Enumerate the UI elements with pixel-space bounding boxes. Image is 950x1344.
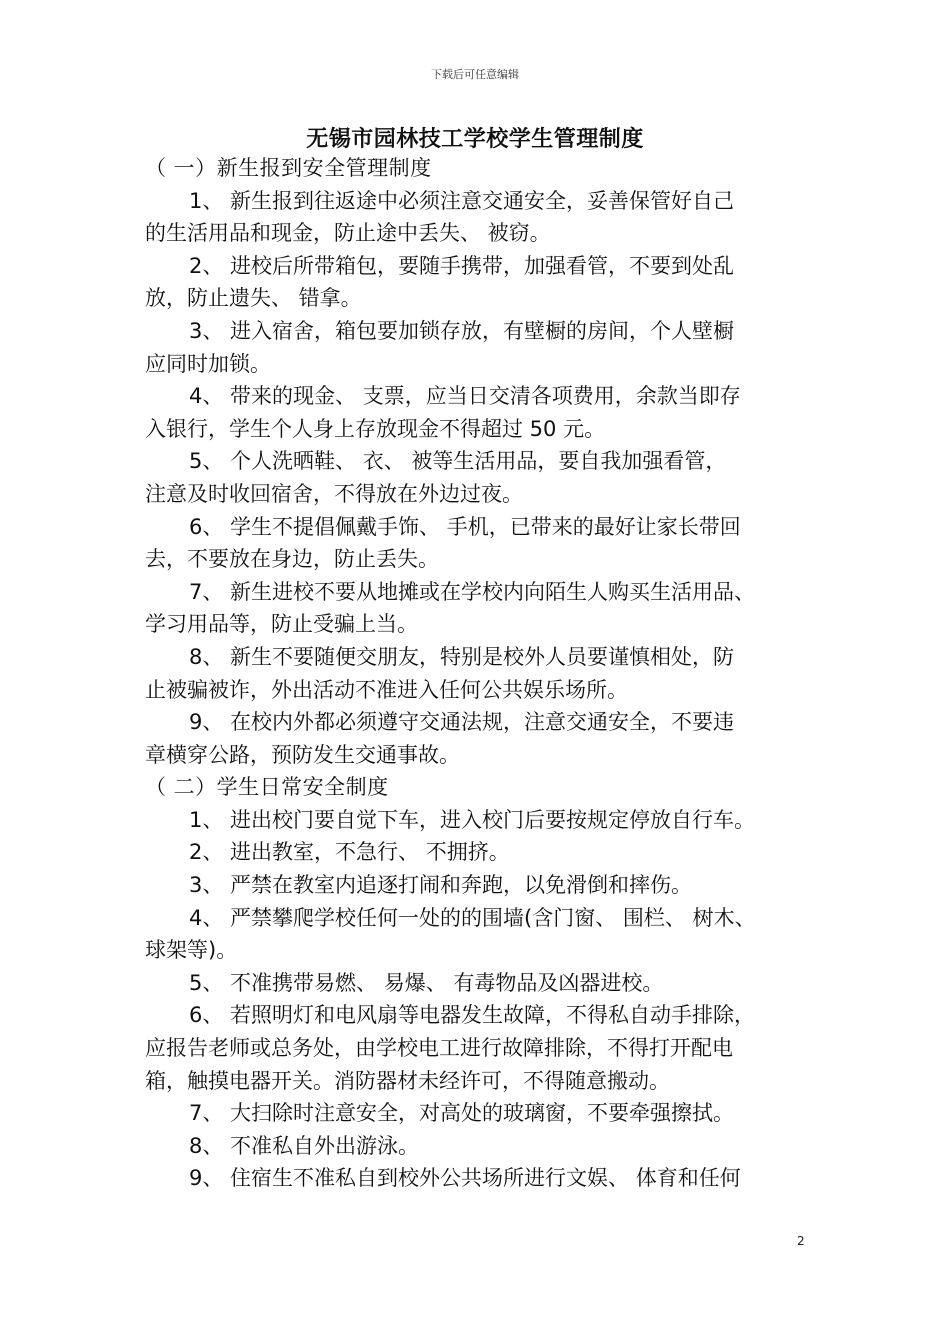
section-heading-2: （ 二）学生日常安全制度 <box>145 775 389 800</box>
rule-line: 章横穿公路，预防发生交通事故。 <box>145 742 460 767</box>
rule-line: 的生活用品和现金，防止途中丢失、 被窃。 <box>145 221 551 246</box>
rule-line: 9、 在校内外都必须遵守交通法规，注意交通安全，不要违 <box>189 710 735 735</box>
rule-line: 3、 严禁在教室内追逐打闹和奔跑，以免滑倒和摔伤。 <box>189 873 693 898</box>
rule-line: 8、 不准私自外出游泳。 <box>189 1133 420 1158</box>
rule-line: 止被骗被诈，外出活动不准进入任何公共娱乐场所。 <box>145 677 628 702</box>
rule-line: 3、 进入宿舍，箱包要加锁存放，有壁橱的房间，个人壁橱 <box>189 318 735 343</box>
rule-line: 学习用品等，防止受骗上当。 <box>145 612 418 637</box>
rule-line: 9、 住宿生不准私自到校外公共场所进行文娱、 体育和任何 <box>189 1166 741 1191</box>
rule-line: 5、 个人洗晒鞋、 衣、 被等生活用品，要自我加强看管， <box>189 449 727 474</box>
header-note: 下载后可任意编辑 <box>431 68 519 81</box>
document-body <box>145 152 825 1195</box>
page-number: 2 <box>797 1234 805 1248</box>
rule-line: 5、 不准携带易燃、 易爆、 有毒物品及凶器进校。 <box>189 970 664 995</box>
rule-line: 2、 进出教室，不急行、 不拥挤。 <box>189 840 510 865</box>
rule-line: 应同时加锁。 <box>145 351 271 376</box>
rule-line: 7、 新生进校不要从地摊或在学校内向陌生人购买生活用品、 <box>189 579 756 604</box>
rule-line: 1、 新生报到往返途中必须注意交通安全，妥善保管好自己 <box>189 188 735 213</box>
rule-line: 放，防止遗失、 错拿。 <box>145 286 362 311</box>
rule-line: 6、 若照明灯和电风扇等电器发生故障，不得私自动手排除， <box>189 1003 756 1028</box>
rule-line: 注意及时收回宿舍，不得放在外边过夜。 <box>145 481 523 506</box>
section-heading-1: （ 一）新生报到安全管理制度 <box>145 156 432 180</box>
rule-line: 8、 新生不要随便交朋友，特别是校外人员要谨慎相处，防 <box>189 644 735 669</box>
rule-line: 入银行，学生个人身上存放现金不得超过 50 元。 <box>145 416 606 441</box>
document-title: 无锡市园林技工学校学生管理制度 <box>306 127 644 152</box>
rule-line: 7、 大扫除时注意安全，对高处的玻璃窗，不要牵强擦拭。 <box>189 1101 735 1126</box>
rule-line: 箱，触摸电器开关。消防器材未经许可，不得随意搬动。 <box>145 1068 670 1093</box>
rule-line: 2、 进校后所带箱包，要随手携带，加强看管，不要到处乱 <box>189 253 735 278</box>
rule-line: 1、 进出校门要自觉下车，进入校门后要按规定停放自行车。 <box>189 807 756 832</box>
rule-line: 4、 严禁攀爬学校任何一处的的围墙(含门窗、 围栏、 树木、 <box>189 905 756 930</box>
rule-line: 球架等)。 <box>145 938 238 963</box>
rule-line: 应报告老师或总务处，由学校电工进行故障排除，不得打开配电 <box>145 1036 733 1061</box>
rule-line: 4、 带来的现金、 支票，应当日交清各项费用，余款当即存 <box>189 384 741 409</box>
rule-line: 6、 学生不提倡佩戴手饰、 手机，已带来的最好让家长带回 <box>189 514 741 539</box>
rule-line: 去，不要放在身边，防止丢失。 <box>145 547 439 572</box>
